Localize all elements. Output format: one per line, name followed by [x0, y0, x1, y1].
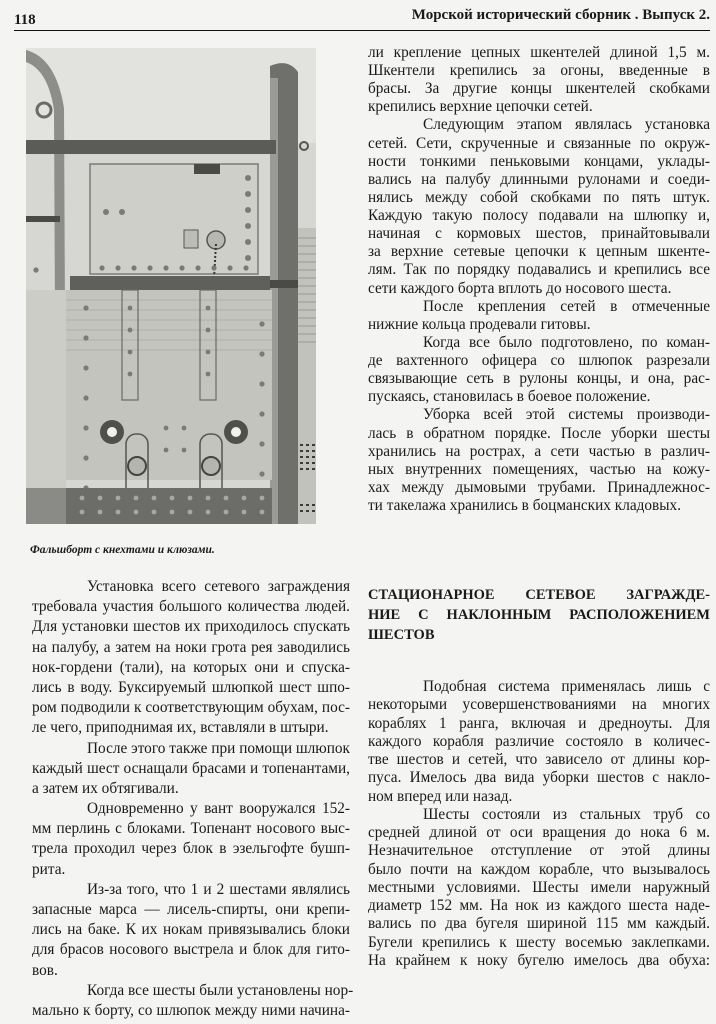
text-line: на палубу, а затем на ноки грота рея заводились — [32, 639, 350, 656]
text-line: На крайнем к ноку бугелю имелось два обуха: — [368, 952, 710, 969]
text-line: лась в обратном порядке. После уборки шесты — [368, 425, 710, 442]
text-line: начиная с кормовых шестов, принайтовывали — [368, 225, 710, 242]
text-line: рита. — [32, 861, 66, 878]
text-line: Когда все шесты были установлены нор- — [87, 982, 354, 999]
text-line: крепились верхние цепочки сетей. — [368, 98, 593, 115]
text-line: Подобная система применялась лишь с — [423, 678, 710, 695]
text-line: мм перлинь с блоками. Топенант носового выс- — [32, 820, 350, 837]
text-line: вов. — [32, 962, 58, 979]
text-line: Незначительное отступление от этой длины — [368, 842, 710, 859]
text-line: ром подводили к соответствующим обухам, пос- — [32, 699, 350, 716]
text-line: запасные марса — лисель-спирты, они крепи- — [32, 901, 350, 918]
text-line: ле чего, приподнимая их, вставляли в штыри. — [32, 719, 329, 736]
bulwark-photo-illustration — [26, 48, 316, 524]
text-line: вались на палубу длинными рулонами и соеди- — [368, 171, 710, 188]
text-line: После крепления сетей в отмеченные — [423, 298, 710, 315]
text-line: трела проходил через блок в эзельгофте бушп- — [32, 840, 350, 857]
text-line: за верхние сетевые цепочки к цепным шкенте- — [368, 243, 710, 260]
text-line: связывающие сеть в рулоны концы, и она, рас- — [368, 370, 710, 387]
text-line: а затем их обтягивали. — [32, 780, 179, 797]
text-line: ли крепление цепных шкентелей длиной 1,5 м. — [368, 44, 710, 61]
text-line: тве шестов и сетей, что зависело от длины кор- — [368, 751, 710, 768]
text-line: брасы. За другие концы шкентелей скобками — [368, 80, 710, 97]
text-line: сети каждого борта вплоть до носового шеста. — [368, 280, 672, 297]
text-line: местными условиями. Шесты имели наружный — [368, 879, 710, 896]
text-line: сетей. Сети, скрученные и связанные по окруж- — [368, 135, 710, 152]
text-line: ти такелажа хранились в боцманских кладовых. — [368, 497, 682, 514]
text-line: Для установки шестов их приходилось спускать — [32, 618, 350, 635]
text-line: пуса. Имелось два вида уборки шестов с накло- — [368, 769, 710, 786]
text-line: некоторыми усовершенствованиями на многих — [368, 696, 710, 713]
text-line: кораблях 1 ранга, включая и дредноуты. Для — [368, 715, 710, 732]
text-line: Каждую такую полосу подавали на шлюпку и, — [368, 207, 710, 224]
text-line: Установка всего сетевого заграждения — [87, 578, 350, 595]
text-line: нялись между собой скобками по пять штук. — [368, 189, 710, 206]
text-line: После этого также при помощи шлюпок — [87, 740, 350, 757]
text-line: де вахтенного офицера со шлюпок разрезали — [368, 352, 710, 369]
heading-line: ШЕСТОВ — [368, 627, 435, 643]
text-line: было почти на каждом корабле, что вызывалось — [368, 861, 710, 878]
text-line: каждого корабля различие состояло в количес- — [368, 733, 710, 750]
page-number: 118 — [14, 12, 36, 28]
text-line: Шесты состояли из стальных труб со — [423, 806, 710, 823]
text-line: хранились на рострах, а сети частью в различ- — [368, 443, 710, 460]
text-line: Одновременно у вант вооружался 152- — [87, 800, 350, 817]
text-line: лись в воду. Буксируемый шлюпкой шест шпо- — [32, 679, 350, 696]
text-line: Бугели крепились к шесту восемью заклепками. — [368, 934, 710, 951]
text-line: ности тонкими пеньковыми концами, уклады- — [368, 153, 710, 170]
text-line: хах между дымовыми трубами. Принадлежнос- — [368, 479, 710, 496]
text-line: диаметр 152 мм. На нок из каждого шеста наде- — [368, 897, 710, 914]
text-line: вались по два бугеля шириной 115 мм каждый. — [368, 915, 710, 932]
header-rule — [14, 30, 710, 31]
text-line: нижние кольца продевали гитовы. — [368, 316, 591, 333]
text-line: требовала участия большого количества людей. — [32, 598, 350, 615]
text-line: лям. Так по порядку подавались и крепились все — [368, 261, 710, 278]
text-line: средней длиной от оси вращения до нока 6 м. — [368, 824, 710, 841]
text-line: каждый шест оснащали брасами и топенантами, — [32, 760, 350, 777]
text-line: для брасов носового выстрела и блок для гито- — [32, 941, 350, 958]
heading-line: СТАЦИОНАРНОЕ СЕТЕВОЕ ЗАГРАЖДЕ- — [368, 587, 710, 603]
text-line: лись на баке. К их нокам привязывались блоки — [32, 921, 350, 938]
text-line: Шкентели крепились за огоны, введенные в — [368, 62, 710, 79]
text-line: Когда все было подготовлено, по коман- — [423, 334, 710, 351]
text-line: Уборка всей этой системы производи- — [423, 406, 710, 423]
journal-title: Морской исторический сборник . Выпуск 2. — [411, 7, 710, 23]
text-line: пускаясь, становилась в боевое положение. — [368, 388, 651, 405]
text-line: Из-за того, что 1 и 2 шестами являлись — [87, 881, 350, 898]
text-line: нок-гордени (тали), на которых они и спуска- — [32, 659, 350, 676]
figure-caption: Фальшборт с кнехтами и клюзами. — [30, 544, 215, 556]
text-line: Следующим этапом являлась установка — [423, 116, 710, 133]
text-line: ных внутренних помещениях, частью на кожу- — [368, 461, 710, 478]
text-line: ном вперед или назад. — [368, 788, 513, 805]
heading-line: НИЕ С НАКЛОННЫМ РАСПОЛОЖЕНИЕМ — [368, 607, 710, 623]
figure-photo — [26, 48, 316, 524]
text-line: мально к борту, со шлюпок между ними начина- — [32, 1002, 350, 1019]
